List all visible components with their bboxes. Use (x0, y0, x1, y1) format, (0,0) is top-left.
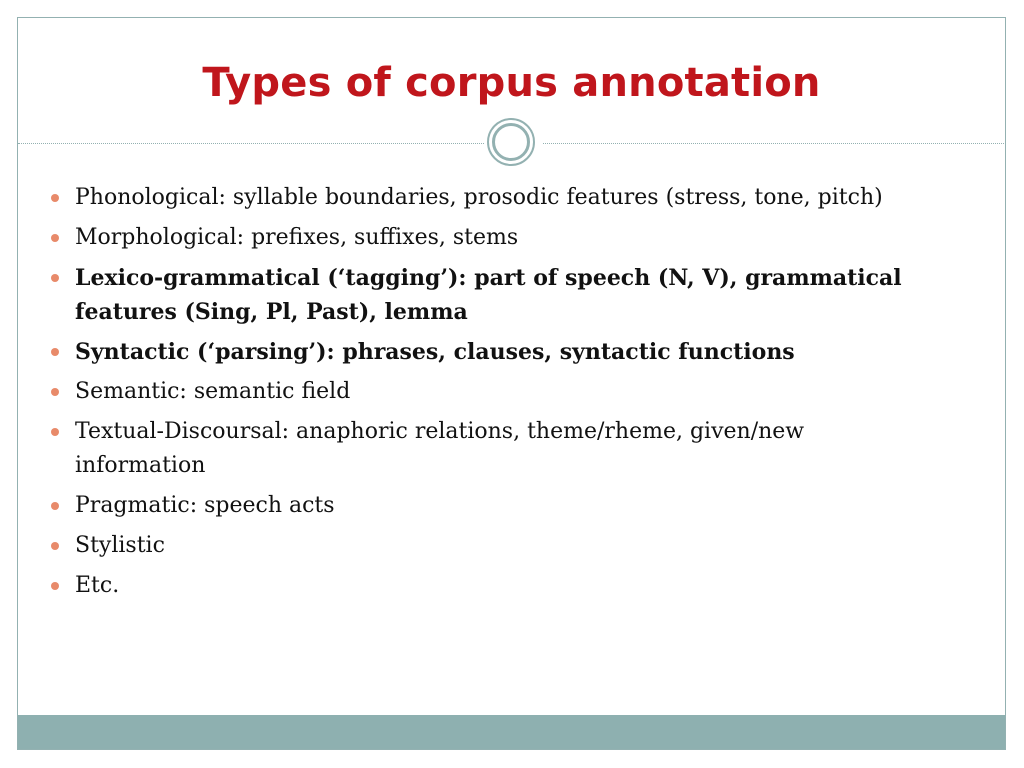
slide-title: Types of corpus annotation (202, 60, 821, 106)
circle-emblem-inner (492, 123, 530, 161)
bullet-dot-icon (51, 542, 59, 550)
bullet-dot-icon (51, 388, 59, 396)
bullet-text: Semantic: semantic field (75, 379, 351, 404)
bullet-text: Morphological: prefixes, suffixes, stems (75, 225, 519, 250)
bullet-dot-icon (51, 348, 59, 356)
bullet-text: Lexico-grammatical (‘tagging’): part of speech (N, V), grammatical features (Sing, Pl, Past), lemma (75, 265, 902, 325)
bullet-dot-icon (51, 428, 59, 436)
title-divider-right (543, 143, 1006, 144)
bullet-item-semantic (18, 375, 918, 409)
bullet-dot-icon (51, 582, 59, 590)
bullet-item-etc (18, 569, 918, 603)
slide (17, 17, 1006, 750)
bullet-item-lexico-grammatical (18, 261, 918, 329)
bullet-item-stylistic (18, 529, 918, 563)
bullet-item-phonological (18, 181, 918, 215)
footer-bar (18, 715, 1005, 749)
bullet-list (18, 181, 918, 609)
bullet-dot-icon (51, 194, 59, 202)
bullet-item-syntactic (18, 335, 918, 369)
bullet-text: Textual-Discoursal: anaphoric relations, theme/rheme, given/new information (75, 419, 805, 478)
bullet-item-morphological (18, 221, 918, 255)
bullet-text: Stylistic (75, 533, 165, 558)
bullet-dot-icon (51, 502, 59, 510)
circle-emblem-icon (487, 118, 535, 166)
bullet-item-textual-discoursal (18, 415, 918, 483)
bullet-item-pragmatic (18, 489, 918, 523)
title-divider-left (18, 143, 484, 144)
bullet-dot-icon (51, 274, 59, 282)
bullet-dot-icon (51, 234, 59, 242)
bullet-text: Phonological: syllable boundaries, prosodic features (stress, tone, pitch) (75, 185, 883, 210)
bullet-text: Syntactic (‘parsing’): phrases, clauses, syntactic functions (75, 339, 795, 365)
bullet-text: Pragmatic: speech acts (75, 493, 335, 518)
bullet-text: Etc. (75, 573, 120, 598)
